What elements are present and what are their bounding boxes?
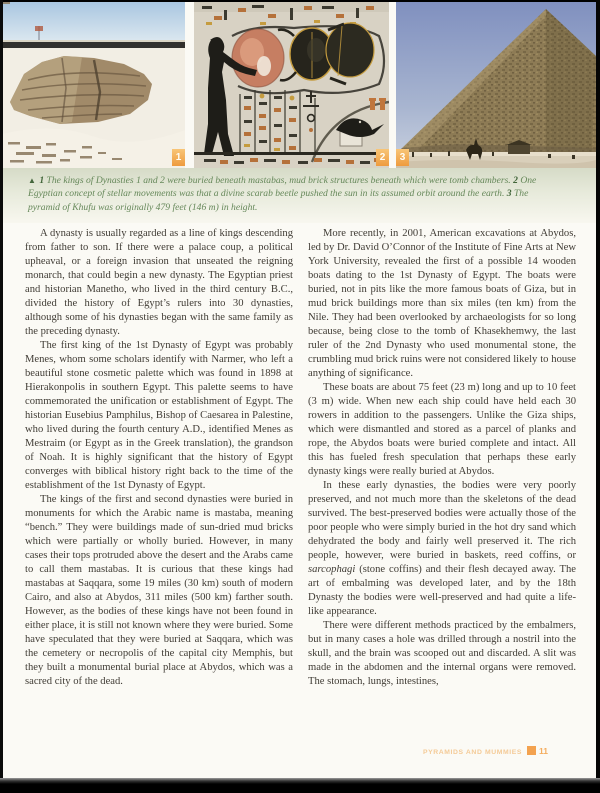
scan-edge-bottom (0, 778, 600, 793)
scan-edge-top (0, 0, 600, 2)
photo-scarab-wall-painting (194, 2, 389, 168)
caption-number-3: 3 (506, 188, 512, 200)
photo-pyramid-of-khufu (396, 2, 596, 168)
paragraph-mastabas: The kings of the first and second dynasties were buried in monuments for which the Arabic name is mastaba, meaning “bench.” They were buildings made of sun-dried mud bricks which were partially or wholly buried. However, in many cases their tops protruded above the desert and the Arabs came to call them mastabas. It is curious that these kings had mastabas at Saqqara, some 19 miles (30 km) south of modern Cairo, and also at Abydos, 311 miles (500 km) farther south. However, as the bodies of these kings have not been found in either place, it is still not known where they were buried. Some have speculated that they were buried at Saqqara, which was the cemetery or necropolis of the capital city Memphis, but they built a monumental burial place at Abydos, which was a sacred city of the dead. (25, 494, 294, 687)
paragraph-first-king-menes: The first king of the 1st Dynasty of Egypt was probably Menes, whom some scholars identify with Narmer, who left a beautiful stone cosmetic palette which was found in 1898 at Hierakonpolis in southern Egypt. This palette seems to have commemorated the unification or establishment of Egypt. The historian Eusebius Pamphilus, Bishop of Caesarea in Palestine, who lived during the fourth century A.D., identified Menes as Mestraim (or Egypt as in the Greek translation), the grandson of Noah. It is highly significant that the history of Egypt converges with biblical history right back to the time of the establishment of the 1st Dynasty of Egypt. (25, 340, 293, 491)
paragraph-segment: (stone coffins) and their flesh decayed away. The art of embalming was developed later, and by the 18th Dynasty the bodies were well-preserved and had quite a life-like appearance. (308, 564, 576, 617)
italic-term: sarcophagi (308, 564, 356, 575)
paragraph-body-preservation (308, 479, 576, 619)
figure-caption (28, 174, 542, 214)
footer-square-icon (527, 746, 536, 755)
caption-number-1: 1 (39, 175, 45, 186)
page-number: 11 (539, 746, 548, 756)
mastaba-ruins-illustration (2, 2, 185, 168)
footer-section-title: PYRAMIDS AND MUMMIES (423, 749, 522, 756)
photo-mastaba-ruins (2, 2, 185, 168)
scan-edge-left (0, 0, 3, 793)
triangle-marker-icon: ▲ (28, 176, 37, 185)
paragraph-embalming-methods: There were different methods practiced by the embalmers, but in many cases a hole was drilled through a nostril into the skull, and the brain was scooped out and discarded. A slit was made in the abdomen and the internal organs were removed. The stomach, lungs, intestines, (308, 620, 576, 687)
paragraph-dynasty-definition: A dynasty is usually regarded as a line of kings descending from father to son. If there were a palace coup, a political upheaval, or a foreign invasion that unseated the reigning monarch, that could begin a new dynasty. The Egyptian priest and historian Manetho, who lived in the third century B.C., divided the history of Egypt’s rulers into 30 dynasties, although some of his dynasties began with the same family as the preceding dynasty. (25, 228, 293, 337)
paragraph-abydos-boats: More recently, in 2001, American excavations at Abydos, led by Dr. David O’Connor of the Institute of Fine Arts at New York University, revealed the first of a possible 14 wooden boats dating to the 1st Dynasty of Egypt. The boats were buried, not in pits like the more famous boats of Giza, but in mud brick buildings more than six miles (ten km) from the Nile. They had been overlooked by archaeologists for so long because, being close to the tomb of Khasekhemwy, the last ruler of the 2nd Dynasty who used monumental stone, the crumbling mud brick ruins were not considered likely to house anything of significance. (308, 228, 576, 379)
right-text-column (308, 227, 576, 689)
caption-text-3: The pyramid of Khufu was originally 479 feet (146 m) in height. (28, 188, 529, 213)
figure-badge-1: 1 (172, 149, 185, 166)
caption-number-2: 2 (513, 175, 518, 186)
left-text-column (25, 227, 293, 689)
pyramid-illustration (396, 2, 596, 168)
caption-text-2: One Egyptian concept of stellar movements was that a divine scarab beetle pushed the sun in its assumed orbit around the earth. (28, 175, 537, 200)
page-footer (300, 741, 548, 759)
scarab-painting-illustration (194, 2, 389, 168)
figure-badge-3: 3 (396, 149, 409, 166)
figure-badge-2: 2 (376, 149, 389, 166)
paragraph-segment: In these early dynasties, the bodies were very poorly preserved, and not much more than the skeletons of the dead survived. The best-preserved bodies were actually those of the poor people who were simply buried in the hot dry sand which dehydrated the body and fairly well preserved it. The rich people, however, were buried in baskets, reed coffins, or (308, 480, 576, 561)
scan-edge-right (596, 0, 600, 793)
caption-text-1: The kings of Dynasties 1 and 2 were buried beneath mastabas, mud brick structures beneath which were tomb chambers. (46, 175, 511, 186)
paragraph-boat-dimensions: These boats are about 75 feet (23 m) long and up to 10 feet (3 m) wide. When new each ship could have held each 30 rowers in addition to the passengers. Unlike the Giza ships, which were dismantled and stored as a parcel of planks and rope, the Abydos boats were buried complete and intact. All this has fueled fresh speculation that perhaps these early dynasty kings were really buried at Abydos. (308, 382, 576, 477)
